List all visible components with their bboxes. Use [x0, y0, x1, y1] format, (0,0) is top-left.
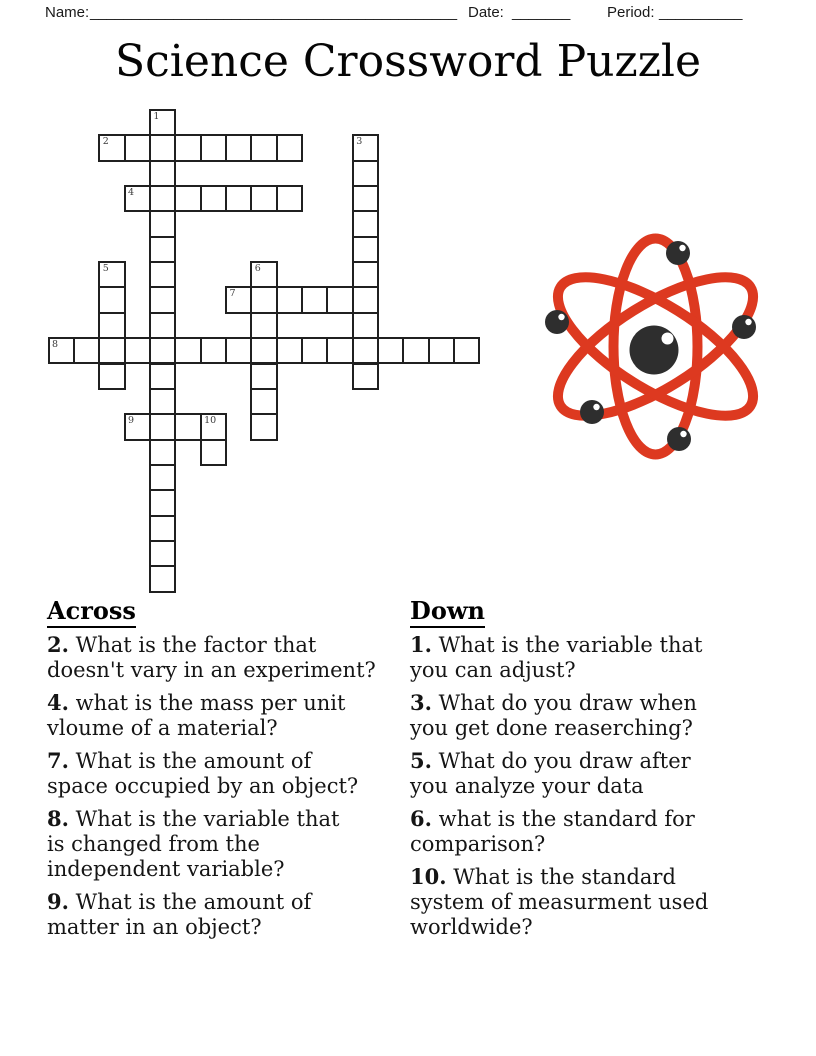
grid-cell	[149, 413, 176, 440]
grid-cell	[200, 413, 227, 440]
clue-line: worldwide?	[410, 915, 533, 939]
clue-line: 10. What is the standard	[410, 864, 676, 889]
grid-cell	[276, 185, 303, 212]
clue-item	[410, 864, 770, 940]
clue-item	[47, 690, 417, 741]
clue-line: 1. What is the variable that	[410, 632, 703, 657]
grid-cell	[200, 439, 227, 466]
grid-cell	[453, 337, 480, 364]
clue-number: 9.	[47, 889, 69, 914]
grid-cell	[174, 185, 201, 212]
grid-cell	[276, 337, 303, 364]
grid-cell	[149, 337, 176, 364]
period-line: __________	[659, 4, 743, 21]
grid-cell	[377, 337, 404, 364]
across-clues-section	[47, 598, 417, 947]
cell-number: 6	[254, 263, 261, 275]
page-title: Science Crossword Puzzle	[114, 36, 701, 87]
grid-cell	[174, 134, 201, 161]
grid-cell	[174, 413, 201, 440]
grid-cell	[352, 286, 379, 313]
clue-line: 7. What is the amount of	[47, 748, 312, 773]
clue-line: independent variable?	[47, 857, 285, 881]
grid-cell	[352, 185, 379, 212]
grid-cell	[250, 312, 277, 339]
clue-line: 3. What do you draw when	[410, 690, 697, 715]
grid-cell	[225, 337, 252, 364]
grid-cell	[250, 413, 277, 440]
grid-cell	[301, 286, 328, 313]
down-clues-section	[410, 598, 770, 947]
clue-number: 5.	[410, 748, 432, 773]
grid-cell	[124, 413, 151, 440]
clue-line: you analyze your data	[410, 774, 644, 798]
clue-item	[47, 806, 417, 882]
clue-line: doesn't vary in an experiment?	[47, 658, 376, 682]
grid-cell	[225, 286, 252, 313]
electron	[667, 427, 691, 451]
electron	[580, 400, 604, 424]
grid-cell	[98, 261, 125, 288]
clue-item	[410, 748, 770, 799]
atom-illustration	[532, 222, 776, 466]
clue-item	[410, 632, 770, 683]
grid-cell	[352, 337, 379, 364]
clue-number: 10.	[410, 864, 447, 889]
grid-cell	[149, 515, 176, 542]
clue-line: 4. what is the mass per unit	[47, 690, 346, 715]
grid-cell	[149, 134, 176, 161]
grid-cell	[149, 565, 176, 592]
grid-cell	[98, 286, 125, 313]
clue-line: 8. What is the variable that	[47, 806, 340, 831]
across-clue-list	[47, 632, 417, 940]
clue-number: 8.	[47, 806, 69, 831]
nucleus	[630, 326, 679, 375]
down-clue-list	[410, 632, 770, 940]
cell-number: 1	[153, 111, 160, 122]
clue-number: 6.	[410, 806, 432, 831]
cell-number: 8	[52, 339, 59, 351]
clue-line: vloume of a material?	[47, 716, 278, 740]
grid-cell	[250, 286, 277, 313]
cell-number: 10	[204, 415, 217, 427]
grid-cell	[352, 312, 379, 339]
grid-cell	[149, 109, 176, 136]
grid-cell	[149, 540, 176, 567]
clue-number: 7.	[47, 748, 69, 773]
down-heading: Down	[410, 598, 770, 624]
clue-number: 2.	[47, 632, 69, 657]
grid-cell	[149, 464, 176, 491]
grid-cell	[301, 337, 328, 364]
grid-cell	[352, 236, 379, 263]
across-heading: Across	[47, 598, 417, 624]
clue-item	[410, 690, 770, 741]
crossword-grid	[48, 109, 481, 593]
grid-cell	[352, 134, 379, 161]
electron	[666, 241, 690, 265]
grid-cell	[149, 185, 176, 212]
clue-item	[47, 748, 417, 799]
clue-line: 2. What is the factor that	[47, 632, 317, 657]
grid-cell	[98, 134, 125, 161]
grid-cell	[250, 261, 277, 288]
electron	[732, 315, 756, 339]
clue-line: space occupied by an object?	[47, 774, 359, 798]
cell-number: 4	[128, 187, 135, 199]
clue-line: comparison?	[410, 832, 546, 856]
grid-cell	[276, 286, 303, 313]
clue-number: 4.	[47, 690, 69, 715]
grid-cell	[149, 286, 176, 313]
grid-cell	[326, 337, 353, 364]
clue-line: 9. What is the amount of	[47, 889, 312, 914]
grid-cell	[250, 185, 277, 212]
grid-cell	[250, 337, 277, 364]
grid-cell	[225, 134, 252, 161]
grid-cell	[149, 261, 176, 288]
clue-line: you can adjust?	[410, 658, 576, 682]
cell-number: 3	[356, 136, 363, 148]
grid-cell	[149, 312, 176, 339]
clue-item	[47, 889, 417, 940]
grid-cell	[428, 337, 455, 364]
grid-cell	[200, 134, 227, 161]
clue-line: 6. what is the standard for	[410, 806, 695, 831]
name-line: ____________________________________________	[90, 4, 458, 21]
grid-cell	[48, 337, 75, 364]
clue-line: 5. What do you draw after	[410, 748, 691, 773]
clue-line: is changed from the	[47, 832, 260, 856]
grid-cell	[352, 210, 379, 237]
grid-cell	[149, 439, 176, 466]
cell-number: 9	[128, 415, 135, 427]
grid-cell	[352, 363, 379, 390]
clue-item	[47, 632, 417, 683]
grid-cell	[250, 388, 277, 415]
clue-item	[410, 806, 770, 857]
clue-line: matter in an object?	[47, 915, 262, 939]
clue-line: system of measurment used	[410, 890, 709, 914]
grid-cell	[200, 185, 227, 212]
clue-line: you get done reaserching?	[410, 716, 693, 740]
grid-cell	[326, 286, 353, 313]
cell-number: 5	[102, 263, 109, 275]
grid-cell	[149, 210, 176, 237]
grid-cell	[124, 134, 151, 161]
grid-cell	[98, 337, 125, 364]
grid-cell	[250, 363, 277, 390]
period-label: Period:	[607, 4, 655, 21]
cell-number: 2	[102, 136, 109, 148]
grid-cell	[149, 160, 176, 187]
grid-cell	[200, 337, 227, 364]
grid-cell	[402, 337, 429, 364]
grid-cell	[98, 312, 125, 339]
grid-cell	[276, 134, 303, 161]
date-line: _______	[512, 4, 571, 21]
grid-cell	[149, 236, 176, 263]
grid-cell	[124, 185, 151, 212]
grid-cell	[124, 337, 151, 364]
clue-number: 1.	[410, 632, 432, 657]
grid-cell	[352, 160, 379, 187]
electron	[545, 310, 569, 334]
grid-cell	[149, 388, 176, 415]
grid-cell	[225, 185, 252, 212]
grid-cell	[149, 363, 176, 390]
grid-cell	[149, 489, 176, 516]
grid-cell	[250, 134, 277, 161]
grid-cell	[73, 337, 100, 364]
clue-number: 3.	[410, 690, 432, 715]
grid-cell	[174, 337, 201, 364]
grid-cell	[98, 363, 125, 390]
cell-number: 7	[229, 288, 236, 300]
name-label: Name:	[45, 4, 90, 21]
grid-cell	[352, 261, 379, 288]
date-label: Date:	[468, 4, 504, 21]
